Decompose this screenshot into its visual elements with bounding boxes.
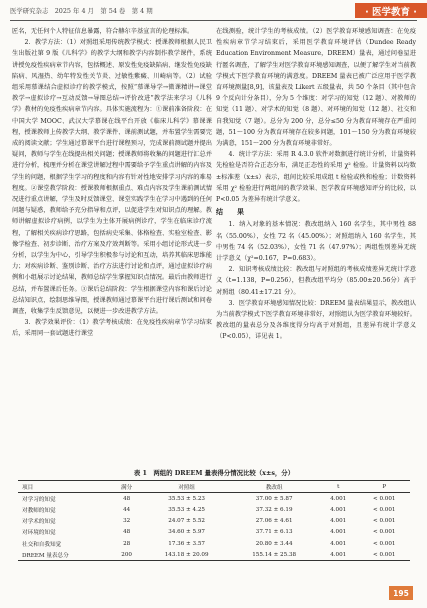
- page-number: 195: [389, 586, 413, 600]
- left-column: [12, 26, 212, 456]
- table-cell: 200: [121, 551, 132, 558]
- table-cell: 28: [123, 540, 131, 547]
- header-rule: [10, 20, 417, 21]
- table-header-cell: P: [382, 483, 387, 490]
- table-header-cell: 满分: [121, 484, 133, 491]
- table-header-cell: 项目: [22, 484, 34, 491]
- table-cell: 37.32 ± 6.19: [255, 506, 293, 513]
- table-row: [18, 527, 410, 538]
- table-cell: 35.53 ± 4.25: [168, 506, 205, 513]
- table-cell: 35.53 ± 5.23: [168, 495, 205, 502]
- body-paragraph: 3．教学效果评价：（1）教学考核成绩：在免疫性疾病章节学习结束后，采用同一套试题进行课堂: [12, 319, 212, 338]
- table-cell: 48: [123, 529, 131, 536]
- table-row: [18, 516, 410, 527]
- body-paragraph: 2．教学方法：（1）对照组采用传统教学模式：授课教师根据人民卫生出版社第 9 版《儿科学》的教学大纲和教学内容制作教学课件，系统讲授免疫性疾病章节内容，包括概述、原发性免疫缺陷病、继发性免疫缺陷病、风湿热、幼年特发性关节炎、过敏性紫癜、川崎病等。（2）试验组采用慕课结合虚拟诊疗的教学模式，按照“慕课导学→微课精讲→课堂教学→虚拟诊疗→互动反馈→导图总结→评价改进”教学法来学习《儿科学》教材的免疫性疾病章节内容。具体实施流程为：①课前准备阶段：在中国大学 MOOC、武汉大学慕课在线平台开放《临床儿科学》慕课课程，授课教师上传教学大纲、教学课件、课前测试题，并布置学生需要完成的阅读文献；学生通过慕课平台进行课程预习，完成课前测试题并提出疑问，教师与学生在线提出相关问题；授课教师将收集的问题进行汇总并进行分析，梳理并分析在课堂讲解过程中需要给予学生重点讲解的内容及学生的问题，根据学生学习的程度和内容有针对性地安排学习内容的难易程度。②课堂教学阶段：授课教师根据重点、难点内容及学生课前测试情况进行重点讲解，学生及时反馈课堂、课堂实践学生在学习中遇到的任何问题与疑惑，教师给予充分指导和点评，以促进学生对知识点的理解。教师讲解虚拟诊疗病例，以学生为主体开展病例诊疗，学生在临床诊疗流程，了解相关疾病诊疗思路，包括病史采集、体格检查、实验室检查、影像学检查、初步诊断、治疗方案及疗效判断等。采用小组讨论形式进一步分析，以学生为中心，引导学生积极参与讨论和互动，培养其临床思维能力；对疾病诊断、鉴别诊断、治疗方法进行讨论和点评，通过虚拟诊疗病例和小组展示讨论结果，教师总结学生掌握知识点情况。最后由教师进行总结，并布置课后任务。③课后总结阶段：学生根据课堂内容和课后讨论总结知识点，绘制思维导图，授课教师通过慕课平台进行课后测试和问卷调查，收集学生反馈意见，以便进一步改进教学方法。: [12, 39, 212, 316]
- table-header-cell: 对照组: [178, 484, 196, 491]
- table-cell: 44: [123, 506, 131, 513]
- table-cell: 4.001: [330, 551, 347, 558]
- body-paragraph: 3．医学教育环境感知情况比较：DREEM 量表结果显示，教改组认为当前教学模式下医学教育环境非常好，对照组认为医学教育环境较好。教改组的量表总分及各维度得分均高于对照组，且差异有统计学意义（P<0.05），详见表 1。: [216, 299, 416, 341]
- table-cell: 对教师的知觉: [22, 507, 56, 514]
- running-head: 医学研究杂志 2025 年 4 月 第 54 卷 第 4 期: [10, 7, 153, 15]
- dreem-table: [18, 480, 410, 561]
- table-cell: 143.18 ± 20.09: [164, 551, 209, 558]
- table-cell: 4.001: [330, 540, 347, 547]
- table-cell: 4.001: [330, 518, 347, 525]
- table-cell: 48: [123, 495, 131, 502]
- table-body: [18, 493, 410, 561]
- table-cell: 34.60 ± 5.97: [168, 529, 205, 536]
- table-cell: 4.001: [330, 506, 347, 513]
- body-paragraph: 2．知识考核成绩比较：教改组与对照组的考核成绩差异无统计学意义（t=1.138，P=0.256），但教改组平均分（85.00±20.56分）高于对照组（80.41±17.21 分）。: [216, 266, 416, 296]
- table-cell: < 0.001: [372, 495, 396, 502]
- table-cell: 155.14 ± 25.38: [252, 551, 297, 558]
- table-cell: DREEM 量表总分: [22, 552, 69, 559]
- table-cell: 4.001: [330, 529, 347, 536]
- table-cell: < 0.001: [372, 506, 396, 513]
- table-row: [18, 493, 410, 505]
- table-1: [18, 468, 410, 561]
- table-row: [18, 549, 410, 561]
- body-paragraph: 4．统计学方法：采用 R 4.3.0 软件对数据进行统计分析，计量资料先检验是否符合正态分布，满足正态性的采用 χ² 检验。计量资料以均数±标准差（x±s）表示，组间比较采用成组 t 检验或秩和检验；计数资料采用 χ² 检验进行两组间的教学效果、医学教育环境感知评分的比较，以 P<0.05 为差异有统计学意义。: [216, 151, 416, 204]
- table-cell: 对学术的知觉: [22, 519, 56, 526]
- right-column: [216, 26, 416, 456]
- table-row: [18, 504, 410, 515]
- table-cell: < 0.001: [372, 518, 396, 525]
- body-paragraph: 在线测验，统计学生的考核成绩。（2）医学教育环境感知调查：在免疫性疾病章节学习结束后，采用医学教育环境评估（Dundee Ready Education Environment Measure，DREEM）量表，通过问卷星进行匿名调查，了解学生对医学教育环境感知调查，以便了解学生对当前教学模式下医学教育环境的满意度。DREEM 量表已被广泛应用于医学教育环境测量[8,9]，该量表及 Likert 五级量表，共 50 个条目（其中包含 9 个反向计分条目），分为 5 个维度：对学习的知觉（12 题）、对教师的知觉（11 题）、对学术的知觉（8 题）、对环境的知觉（12 题）、社交和自我知觉（7 题）。总分为 200 分，总分≤50 分为教育环境存在严重问题，51～100 分为教育环境存在较多问题，101～150 分为教育环境较为满意，151～200 分为教育环境非常好。: [216, 28, 416, 148]
- table-row: [18, 538, 410, 549]
- table-cell: 社交和自我知觉: [22, 541, 62, 548]
- table-cell: 对学习的知觉: [22, 496, 56, 503]
- table-cell: 24.07 ± 5.52: [168, 518, 205, 525]
- table-cell: 对环境的知觉: [22, 530, 56, 537]
- page-header: [0, 0, 427, 22]
- table-cell: < 0.001: [372, 529, 396, 536]
- table-header-cell: 教改组: [265, 484, 283, 491]
- table-cell: 37.00 ± 5.87: [255, 495, 293, 502]
- table-cell: 37.71 ± 6.13: [255, 529, 293, 536]
- table-cell: 17.36 ± 3.57: [168, 540, 205, 547]
- body-paragraph: 1．纳入对象的基本情况：教改组纳入 160 名学生，其中男性 88 名（55.00%），女性 72 名（45.00%）；对照组纳入 160 名学生，其中男性 74 名（52.03%），女性 71 名（47.97%）；两组性别差异无统计学意义（χ²=0.167，P=0.683）。: [216, 221, 416, 263]
- table-cell: < 0.001: [372, 540, 396, 547]
- table-cell: 4.001: [330, 495, 347, 502]
- table-header-row: [18, 481, 410, 493]
- body-paragraph: 匠名，无任何个人特征信息暴露，符合赫尔辛基宣言的伦理标准。: [12, 28, 194, 35]
- table-header-cell: t: [337, 483, 340, 490]
- table-cell: 20.80 ± 3.44: [255, 540, 293, 547]
- section-banner: · 医学教育 ·: [355, 3, 427, 18]
- table-cell: 32: [123, 518, 131, 525]
- table-cell: 27.06 ± 4.61: [255, 518, 293, 525]
- table-cell: < 0.001: [372, 551, 396, 558]
- table-caption: 表 1 两组的 DREEM 量表得分情况比较（x±s，分）: [133, 469, 295, 477]
- section-heading: 结 果: [216, 208, 244, 217]
